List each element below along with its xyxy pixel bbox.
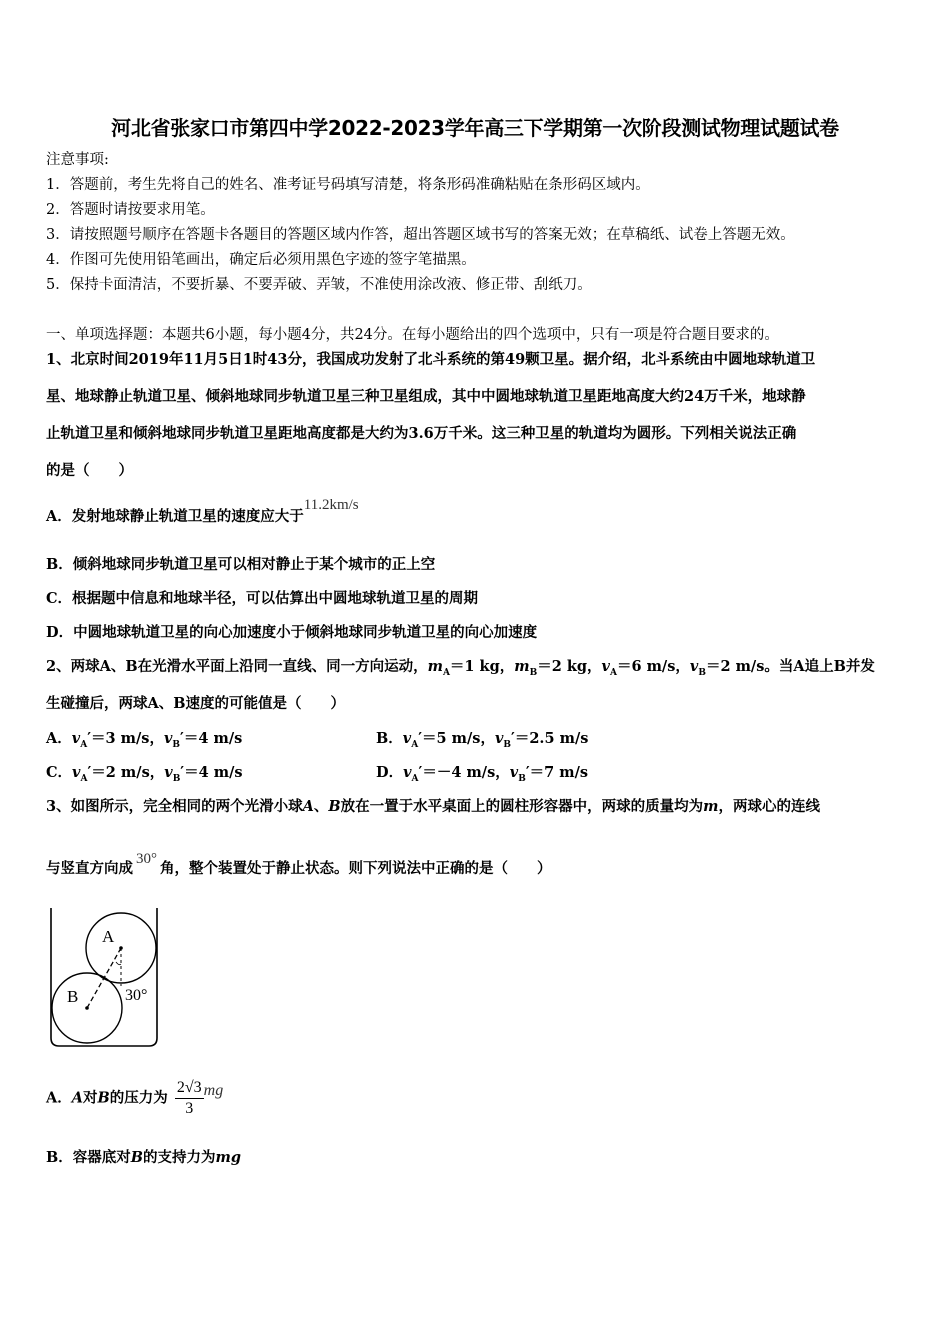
q3-symbol: m [703,798,719,815]
q2-stem-text: ＝2 kg， [537,658,602,675]
q3-symbol: B [328,798,341,815]
label-a: A [102,927,115,946]
q2-symbol: v [163,730,173,747]
q3-option-b [46,1148,241,1168]
q2-symbol: v [402,730,412,747]
page-title: 河北省张家口市第四中学2022-2023学年高三下学期第一次阶段测试物理试题试卷 [111,116,839,140]
q2-symbol: v [403,764,412,781]
q2-option-value: ＝4 m/s [183,730,243,747]
q2-stem-line: 生碰撞后，两球A、B速度的可能值是（ ） [46,695,346,712]
q2-prime: ′ [87,764,92,781]
q1-option-a-math: 11.2km/s [303,497,359,513]
q2-option-label: A． [46,730,72,747]
q2-option-label: B． [376,730,403,747]
q3-stem-text: 、 [313,798,329,815]
q2-subscript: A [80,739,88,750]
q2-option-c [46,763,243,789]
q2-prime: ′ [180,764,185,781]
q2-option-value: ＝－4 m/s， [422,764,510,781]
q2-option-b [376,729,588,755]
q3-stem-line [46,851,552,879]
q3-symbol: A [302,798,314,815]
q2-stem-text: ＝1 kg， [449,658,515,675]
q2-symbol: v [72,764,81,781]
q2-symbol: v [601,658,610,675]
q1-stem-line: 星、地球静止轨道卫星、倾斜地球同步轨道卫星三种卫星组成，其中中圆地球轨道卫星距地高度大约24万千米，地球静 [46,388,806,405]
q3-stem-text: 角，整个装置处于静止状态。则下列说法中正确的是（ ） [160,860,552,877]
q3-angle-math: 30° [136,851,157,867]
q2-prime: ′ [511,730,515,747]
q2-option-value: ＝5 m/s， [422,730,495,747]
q2-symbol: m [427,658,443,675]
q2-subscript: A [609,667,617,678]
q2-symbol: v [494,730,504,747]
q3-symbol: B [130,1149,144,1166]
q1-option-b: B．倾斜地球同步轨道卫星可以相对静止于某个城市的正上空 [46,556,436,573]
q2-subscript: B [518,773,526,784]
q2-prime: ′ [418,764,423,781]
q1-stem-line: 1、北京时间2019年11月5日1时43分，我国成功发射了北斗系统的第49颗卫星。据介绍，北斗系统由中圆地球轨道卫 [46,351,816,368]
q3-stem-text: 3、如图所示，完全相同的两个光滑小球 [46,798,303,815]
q2-option-value: ＝2 m/s， [91,764,165,781]
angle-arc [116,962,121,965]
q2-symbol: v [164,764,173,781]
q1-stem-line: 止轨道卫星和倾斜地球同步轨道卫星距地高度都是大约为3.6万千米。这三种卫星的轨道均为圆形。下列相关说法正确 [46,425,797,442]
q3-fraction [175,1078,204,1119]
q3-stem-text: 与竖直方向成 [46,860,133,877]
q1-option-a-text: A．发射地球静止轨道卫星的速度应大于 [46,508,304,525]
notice-item: 1．答题前，考生先将自己的姓名、准考证号码填写清楚，将条形码准确粘贴在条形码区域内。 [46,177,650,193]
q2-symbol: m [514,658,530,675]
notice-item: 5．保持卡面清洁，不要折暴、不要弄破、弄皱，不准使用涂改液、修正带、刮纸刀。 [46,277,592,293]
q2-subscript: A [442,667,450,678]
q2-subscript: A [80,773,88,784]
q3-option-a [46,1078,223,1119]
q1-option-d: D．中圆地球轨道卫星的向心加速度小于倾斜地球同步轨道卫星的向心加速度 [46,624,538,641]
q2-subscript: A [411,773,419,784]
notice-item: 2．答题时请按要求用笔。 [46,202,215,218]
q1-option-c: C．根据题中信息和地球半径，可以估算出中圆地球轨道卫星的周期 [46,590,479,607]
q2-option-a [46,729,242,755]
q3-option-label: A． [46,1089,72,1107]
q2-prime: ′ [87,730,92,747]
label-b: B [67,987,79,1006]
q2-option-label: D． [376,764,404,781]
angle-label: 30° [125,987,148,1004]
q3-option-text: 的压力为 [109,1089,168,1107]
q2-stem-text: ＝2 m/s。当A追上B并发 [705,658,875,675]
q2-option-value: ＝3 m/s， [91,730,164,747]
q2-subscript: A [411,739,419,750]
q2-stem-line [46,657,875,683]
q1-option-a [46,497,359,527]
q3-container-figure [46,900,166,1052]
q2-symbol: v [689,658,699,675]
q3-option-text: B．容器底对 [46,1149,131,1166]
section-heading: 一、单项选择题：本题共6小题，每小题4分，共24分。在每小题给出的四个选项中，只有一项是符合题目要求的。 [46,327,779,343]
q2-prime: ′ [525,764,530,781]
q2-subscript: B [172,773,181,784]
q2-stem-text: 2、两球A、B在光滑水平面上沿同一直线、同一方向运动， [46,658,428,675]
q1-stem-line: 的是（ ） [46,462,133,479]
center-line [87,948,121,1008]
q2-prime: ′ [180,730,184,747]
q2-option-value: ＝4 m/s [184,764,243,781]
notice-heading: 注意事项: [46,152,109,168]
q2-stem-text: ＝6 m/s， [616,658,690,675]
q2-subscript: B [698,667,706,678]
center-b [85,1006,89,1010]
q3-mg: mg [215,1149,242,1166]
q2-subscript: B [503,739,512,750]
q2-option-d [376,763,588,789]
q3-stem-text: ，两球心的连线 [718,798,820,815]
notice-item: 4．作图可先使用铅笔画出，确定后必须用黑色字迹的签字笔描黑。 [46,252,476,268]
q3-option-text: 的支持力为 [143,1149,216,1166]
q2-option-value: ＝7 m/s [529,764,589,781]
q2-prime: ′ [418,730,423,747]
q3-stem-line [46,797,820,817]
q3-stem-text: 放在一置于水平桌面上的圆柱形容器中，两球的质量均为 [340,798,704,815]
q2-symbol: v [509,764,519,781]
q3-symbol: B [97,1089,110,1107]
q3-option-text: 对 [83,1089,98,1107]
q2-option-value: ＝2.5 m/s [514,730,589,747]
q2-symbol: v [71,730,81,747]
q3-symbol: A [71,1089,84,1107]
fraction-numerator: 2√3 [175,1078,204,1099]
q2-option-label: C． [46,764,73,781]
q2-subscript: B [529,667,538,678]
q3-mg: mg [203,1081,224,1099]
fraction-denominator: 3 [185,1100,194,1117]
q2-subscript: B [172,739,181,750]
center-a [119,946,123,950]
notice-item: 3．请按照题号顺序在答题卡各题目的答题区域内作答，超出答题区域书写的答案无效；在草稿纸、试卷上答题无效。 [46,227,795,243]
